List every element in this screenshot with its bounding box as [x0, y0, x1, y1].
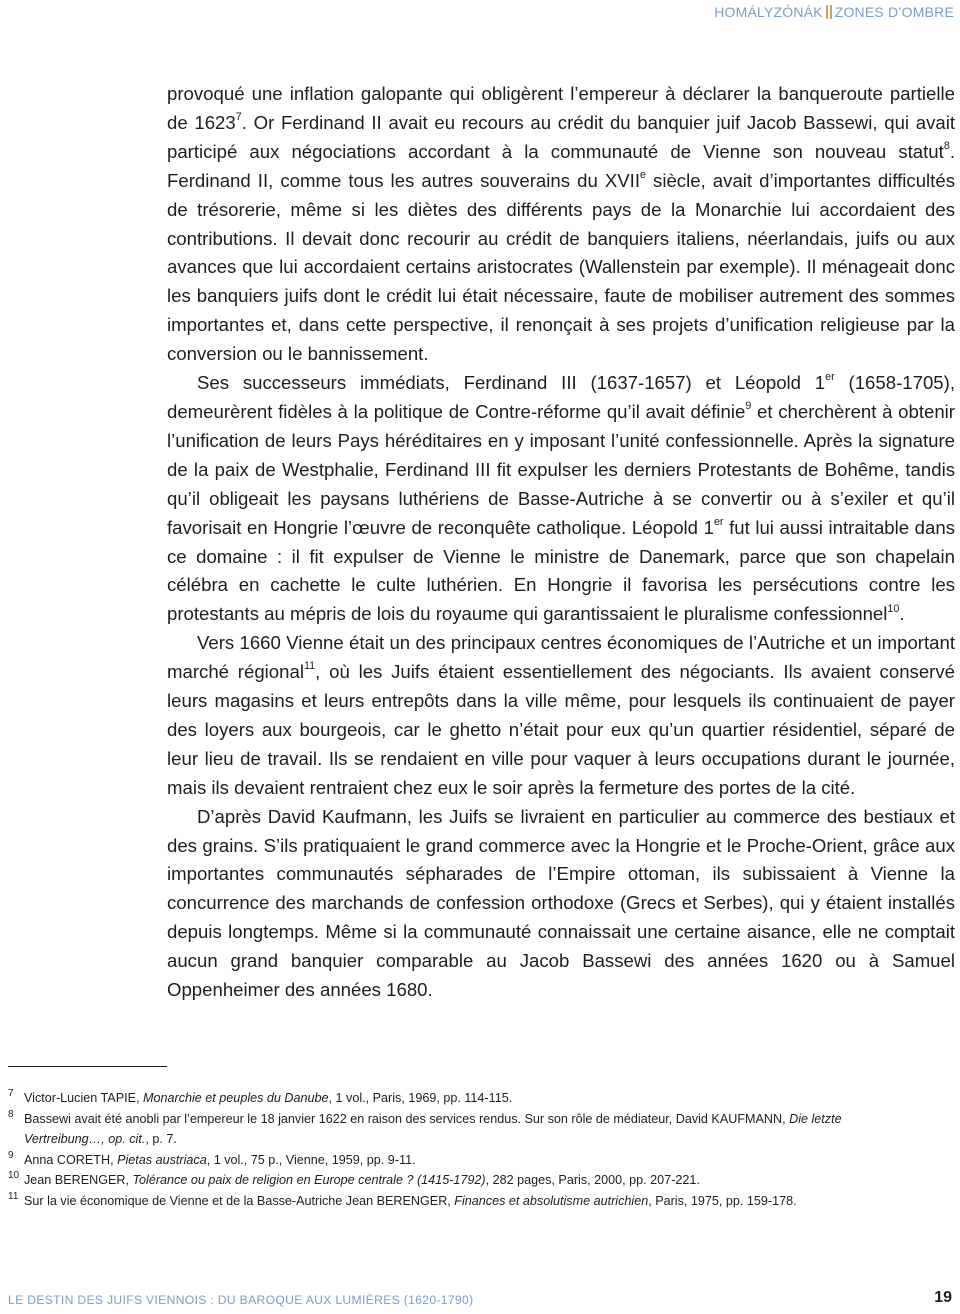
footnote-title: Tolérance ou paix de religion en Europe centrale ? (1415-1792): [132, 1173, 486, 1187]
text-run: Vers 1660 Vienne était un des principaux centres économiques de l’Autriche et un important marché régional: [167, 632, 955, 683]
ordinal-superscript: er: [825, 371, 835, 384]
paragraph-4: [167, 803, 955, 1005]
footnote-7: [8, 1088, 948, 1109]
footnote-number: 8: [8, 1108, 14, 1120]
text-run: , où les Juifs étaient essentiellement des négociants. Ils avaient conservé leurs magasins et leurs entrepôts dans la ville même, pour lesquels ils continuaient de payer des loyers aux bourgeois, car le ghetto n’était pour eux qu’un quartier résidentiel, séparé de leur lieu de travail. Ils se rendaient en ville pour vaquer à leurs occupations durant le journée, mais ils devaient rentraient chez eux le soir après la fermeture des portes de la cité.: [167, 661, 955, 798]
ordinal-superscript: er: [713, 515, 724, 528]
footnote-number: 9: [8, 1149, 14, 1161]
footnote-8: [8, 1109, 948, 1150]
main-text: [167, 80, 955, 1005]
text-run: et cherchèrent à obtenir l’unification de leurs Pays héréditaires en y imposant l’unité confessionnelle. Après la signature de la paix de Westphalie, Ferdinand III fit expulser les derniers Protestants de Bohême, tandis qu’il obligeait les paysans luthériens de Basse-Autriche à se convertir ou à s’exiler et qu’il favorisait en Hongrie l’œuvre de reconquête catholique. Léopold 1: [167, 400, 955, 538]
footnote-number: 10: [8, 1170, 20, 1181]
footnote-11: [8, 1191, 948, 1212]
footnote-title: Finances et absolutisme autrichien: [454, 1193, 649, 1208]
header-separator: [826, 5, 832, 19]
footnote-text: Victor-Lucien TAPIE,: [24, 1091, 143, 1105]
text-run: .: [899, 603, 905, 625]
text-run: . Or Ferdinand II avait eu recours au crédit du banquier juif Jacob Bassewi, qui avait participé aux négociations accordant à la communauté de Vienne son nouveau statut: [167, 111, 956, 162]
text-run: Ses successeurs immédiats, Ferdinand III (1637-1657) et Léopold 1: [197, 372, 826, 394]
page-number: 19: [934, 1289, 952, 1306]
footnote-text: , 1 vol., 75 p., Vienne, 1959, pp. 9-11.: [206, 1152, 416, 1167]
text-run: (1658-1705), demeurèrent fidèles à la politique de Contre-réforme qu’il avait définie: [167, 372, 955, 422]
header-title-hungarian: HOMÁLYZÓNÁK: [714, 4, 823, 20]
footnote-text: , p. 7.: [145, 1132, 177, 1146]
footnote-ref-8[interactable]: 8: [943, 140, 950, 153]
footnote-title: Die letzte: [789, 1111, 842, 1126]
footnote-text: Anna CORETH,: [24, 1152, 118, 1167]
footnote-divider: [8, 1066, 167, 1067]
footnote-ref-7[interactable]: 7: [235, 111, 242, 124]
footnote-text: , 282 pages, Paris, 2000, pp. 207-221.: [485, 1173, 700, 1187]
text-run: provoqué une inflation galopante qui obligèrent l’empereur à déclarer la banqueroute partielle de 1623: [167, 83, 955, 133]
footnote-title: Vertreibung…, op. cit.: [24, 1132, 146, 1146]
footnote-ref-10[interactable]: 10: [887, 602, 900, 615]
footnote-ref-11[interactable]: 11: [303, 660, 316, 673]
footnote-text: , 1 vol., Paris, 1969, pp. 114-115.: [328, 1091, 513, 1105]
running-header: [714, 4, 954, 20]
text-run: D’après David Kaufmann, les Juifs se livraient en particulier au commerce des bestiaux et des grains. S’ils pratiquaient le grand commerce avec la Hongrie et le Proche-Orient, grâce aux importantes communautés sépharades de l’Empire ottoman, ils subissaient à Vienne la concurrence des marchands de confession orthodoxe (Grecs et Serbes), qui y étaient installés depuis longtemps. Même si la communauté connaissait une certaine aisance, elle ne comptait aucun grand banquier comparable au Jacob Bassewi des années 1620 ou à Samuel Oppenheimer des années 1680.: [167, 805, 955, 1001]
text-run: siècle, avait d’importantes difficultés de trésorerie, même si les diètes des différents pays de la Monarchie lui accordaient des contributions. Il devait donc recourir au crédit de banquiers italiens, néerlandais, juifs ou aux avances que lui accordaient certains aristocrates (Wallenstein par exemple). Il ménageait donc les banquiers juifs dont le crédit lui était nécessaire, faute de mobiliser autrement des sommes importantes et, dans cette perspective, il renonçait à ses projets d’unification religieuse par la conversion ou le bannissement.: [167, 169, 955, 365]
century-superscript: e: [639, 168, 646, 181]
text-run: fut lui aussi intraitable dans ce domaine : il fit expulser de Vienne le ministre de Danemark, parce que son chapelain célébra en cachette le culte luthérien. En Hongrie il favorisa les persécutions contre les protestants au mépris de lois du royaume qui garantissaient le pluralisme confessionnel: [167, 516, 955, 625]
footnote-text: , Paris, 1975, pp. 159-178.: [648, 1193, 797, 1208]
footnote-text: Bassewi avait été anobli par l’empereur le 18 janvier 1622 en raison des services rendus. Sur son rôle de médiateur, David KAUFMANN,: [24, 1111, 790, 1126]
footnote-text: Jean BERENGER,: [24, 1173, 133, 1187]
running-footer: LE DESTIN DES JUIFS VIENNOIS : DU BAROQUE AUX LUMIÈRES (1620-1790): [8, 1293, 474, 1307]
header-title-french: ZONES D’OMBRE: [834, 4, 954, 20]
footnote-9: [8, 1150, 948, 1171]
footnote-continuation: [24, 1129, 948, 1150]
footnotes: [8, 1088, 948, 1211]
footnote-title: Pietas austriaca: [117, 1152, 207, 1167]
text-run: . Ferdinand II, comme tous les autres souverains du XVII: [167, 140, 955, 191]
paragraph-1: [167, 80, 955, 369]
footnote-10: [8, 1170, 948, 1191]
paragraph-2: [167, 369, 955, 629]
footnote-number: 11: [8, 1190, 19, 1202]
paragraph-3: [167, 629, 955, 802]
footnote-ref-9[interactable]: 9: [745, 400, 752, 413]
footnote-number: 7: [8, 1088, 14, 1099]
footnote-text: Sur la vie économique de Vienne et de la Basse-Autriche Jean BERENGER,: [24, 1193, 455, 1208]
footnote-title: Monarchie et peuples du Danube: [143, 1091, 329, 1105]
